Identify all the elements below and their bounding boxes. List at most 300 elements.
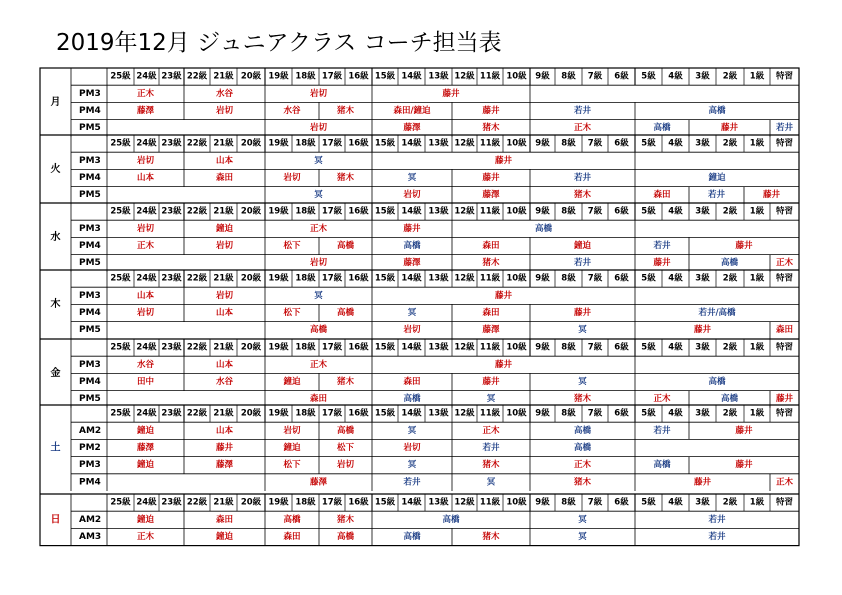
coach-assignment: 岩切 bbox=[215, 241, 234, 251]
coach-assignment: 松下 bbox=[283, 460, 301, 471]
grade-header: 14級 bbox=[401, 71, 422, 82]
slot-label: PM3 bbox=[79, 460, 101, 471]
slot-label: PM3 bbox=[79, 359, 101, 370]
coach-assignment: 若井 bbox=[708, 532, 726, 542]
grade-header: 24級 bbox=[136, 342, 157, 353]
grade-header: 7級 bbox=[587, 342, 603, 353]
grade-header: 12級 bbox=[454, 71, 475, 82]
grade-header: 特習 bbox=[775, 273, 794, 284]
coach-assignment: 高橋 bbox=[653, 123, 671, 134]
slot-label: PM4 bbox=[79, 477, 101, 488]
coach-assignment: 岩切 bbox=[403, 190, 421, 201]
coach-assignment: 冥 bbox=[486, 477, 496, 488]
grade-header: 10級 bbox=[506, 342, 527, 353]
slot-label: PM2 bbox=[79, 443, 101, 453]
grade-header: 14級 bbox=[401, 408, 422, 419]
grade-header: 8級 bbox=[561, 273, 576, 284]
grade-header: 23級 bbox=[161, 273, 182, 284]
grade-header: 16級 bbox=[348, 342, 369, 353]
day-label: 火 bbox=[50, 163, 61, 175]
coach-assignment: 藤井 bbox=[482, 377, 500, 387]
coach-assignment: 高橋 bbox=[336, 532, 355, 542]
coach-assignment: 高橋 bbox=[573, 425, 592, 436]
coach-assignment: 藤井 bbox=[775, 394, 794, 405]
grade-header: 16級 bbox=[348, 408, 369, 419]
slot-label: PM3 bbox=[79, 290, 101, 301]
grade-header: 5級 bbox=[641, 273, 656, 284]
grade-header: 17級 bbox=[321, 206, 343, 217]
coach-assignment: 藤井 bbox=[720, 123, 739, 134]
coach-assignment: 冥 bbox=[407, 425, 417, 436]
grade-header: 13級 bbox=[428, 408, 449, 419]
grade-header: 25級 bbox=[110, 408, 131, 419]
coach-assignment: 冥 bbox=[407, 308, 417, 318]
coach-assignment: 正木 bbox=[309, 359, 328, 370]
grade-header: 19級 bbox=[268, 408, 289, 419]
grade-header: 4級 bbox=[668, 408, 683, 419]
coach-assignment: 若井 bbox=[573, 106, 592, 116]
grade-header: 4級 bbox=[668, 342, 683, 353]
day-label: 水 bbox=[50, 231, 61, 243]
grade-header: 18級 bbox=[295, 71, 316, 82]
grade-header: 12級 bbox=[454, 273, 475, 284]
grade-header: 20級 bbox=[240, 497, 262, 508]
coach-assignment: 岩切 bbox=[215, 106, 234, 116]
slot-label: PM5 bbox=[79, 258, 101, 269]
grade-header: 13級 bbox=[428, 342, 449, 353]
coach-assignment: 藤澤 bbox=[403, 123, 421, 134]
grade-header: 9級 bbox=[535, 497, 550, 508]
grade-header: 21級 bbox=[213, 206, 234, 217]
grade-header: 22級 bbox=[186, 273, 208, 284]
coach-assignment: 田中 bbox=[136, 377, 155, 387]
grade-header: 21級 bbox=[213, 342, 234, 353]
grade-header: 15級 bbox=[374, 71, 396, 82]
grade-header: 4級 bbox=[668, 273, 683, 284]
grade-header: 5級 bbox=[641, 342, 656, 353]
coach-assignment: 高橋 bbox=[336, 425, 355, 436]
coach-assignment: 正木 bbox=[573, 123, 592, 134]
grade-header: 13級 bbox=[428, 206, 449, 217]
grade-header: 20級 bbox=[240, 408, 262, 419]
grade-header: 14級 bbox=[401, 138, 422, 149]
grade-header: 12級 bbox=[454, 206, 475, 217]
grade-header: 14級 bbox=[401, 206, 422, 217]
coach-assignment: 冥 bbox=[407, 460, 417, 471]
grade-header: 8級 bbox=[561, 408, 576, 419]
coach-assignment: 冥 bbox=[578, 325, 587, 336]
coach-assignment: 高橋 bbox=[720, 394, 739, 405]
grade-header: 23級 bbox=[161, 408, 182, 419]
coach-assignment: 猪木 bbox=[336, 106, 355, 116]
grade-header: 3級 bbox=[695, 408, 710, 419]
grade-header: 22級 bbox=[186, 71, 208, 82]
coach-assignment: 松下 bbox=[283, 241, 301, 251]
coach-assignment: 高橋 bbox=[403, 394, 421, 405]
coach-assignment: 若井 bbox=[573, 258, 592, 269]
coach-assignment: 森田 bbox=[215, 173, 234, 183]
grade-header: 3級 bbox=[695, 273, 710, 284]
grade-header: 17級 bbox=[321, 497, 343, 508]
grade-header: 22級 bbox=[186, 408, 208, 419]
coach-assignment: 猪木 bbox=[336, 173, 355, 183]
grade-header: 19級 bbox=[268, 342, 289, 353]
grade-header: 7級 bbox=[587, 408, 603, 419]
coach-assignment: 藤井 bbox=[215, 443, 234, 453]
coach-assignment: 藤井 bbox=[494, 290, 513, 301]
grade-header: 23級 bbox=[161, 71, 182, 82]
grade-header: 12級 bbox=[454, 497, 475, 508]
coach-assignment: 冥 bbox=[407, 173, 417, 183]
coach-assignment: 森田 bbox=[283, 532, 301, 542]
coach-assignment: 藤澤 bbox=[403, 258, 421, 269]
grade-header: 6級 bbox=[614, 138, 629, 149]
grade-header: 16級 bbox=[348, 206, 369, 217]
coach-assignment: 藤井 bbox=[693, 477, 712, 488]
grade-header: 13級 bbox=[428, 497, 449, 508]
coach-assignment: 冥 bbox=[314, 155, 323, 166]
grade-header: 14級 bbox=[401, 273, 422, 284]
coach-assignment: 藤澤 bbox=[482, 325, 500, 336]
grade-header: 25級 bbox=[110, 138, 131, 149]
grade-header: 18級 bbox=[295, 342, 316, 353]
coach-assignment: 鐘迫 bbox=[708, 173, 726, 183]
slot-label: PM3 bbox=[79, 88, 101, 99]
grade-header: 24級 bbox=[136, 206, 157, 217]
grade-header: 19級 bbox=[268, 497, 289, 508]
slot-label: AM2 bbox=[79, 425, 102, 436]
coach-assignment: 若井/高橋 bbox=[698, 308, 736, 318]
grade-header: 2級 bbox=[722, 206, 738, 217]
coach-assignment: 猪木 bbox=[573, 477, 592, 488]
coach-assignment: 鐘迫 bbox=[573, 241, 592, 251]
coach-assignment: 鐘迫 bbox=[136, 425, 155, 436]
coach-assignment: 藤井 bbox=[735, 241, 753, 251]
coach-assignment: 森田 bbox=[215, 514, 234, 525]
coach-assignment: 正木 bbox=[653, 394, 671, 405]
coach-assignment: 岩切 bbox=[309, 123, 328, 134]
coach-assignment: 藤井 bbox=[442, 88, 460, 99]
grade-header: 15級 bbox=[374, 408, 396, 419]
grade-header: 19級 bbox=[268, 273, 289, 284]
grade-header: 10級 bbox=[506, 138, 527, 149]
grade-header: 13級 bbox=[428, 71, 449, 82]
grade-header: 21級 bbox=[213, 71, 234, 82]
grade-header: 22級 bbox=[186, 342, 208, 353]
day-label: 日 bbox=[50, 514, 61, 526]
grade-header: 1級 bbox=[749, 342, 765, 353]
grade-header: 1級 bbox=[749, 497, 765, 508]
coach-assignment: 藤井 bbox=[735, 460, 753, 471]
coach-assignment: 猪木 bbox=[482, 460, 500, 471]
grade-header: 18級 bbox=[295, 408, 316, 419]
grade-header: 5級 bbox=[641, 206, 656, 217]
grade-header: 2級 bbox=[722, 342, 738, 353]
grade-header: 9級 bbox=[535, 206, 550, 217]
grade-header: 11級 bbox=[479, 138, 501, 149]
grade-header: 12級 bbox=[454, 408, 475, 419]
grade-header: 17級 bbox=[321, 342, 343, 353]
grade-header: 7級 bbox=[587, 273, 603, 284]
coach-assignment: 高橋 bbox=[720, 258, 739, 269]
coach-assignment: 若井 bbox=[775, 123, 794, 134]
slot-label: AM2 bbox=[79, 514, 102, 525]
coach-assignment: 森田 bbox=[403, 377, 421, 387]
grade-header: 6級 bbox=[614, 273, 629, 284]
grade-header: 11級 bbox=[479, 408, 501, 419]
coach-assignment: 高橋 bbox=[653, 460, 671, 471]
coach-assignment: 岩切 bbox=[336, 460, 355, 471]
grade-header: 1級 bbox=[749, 71, 765, 82]
coach-assignment: 藤澤 bbox=[136, 443, 155, 453]
grade-header: 5級 bbox=[641, 408, 656, 419]
day-label: 月 bbox=[50, 96, 61, 108]
grade-header: 20級 bbox=[240, 71, 262, 82]
coach-assignment: 鐘迫 bbox=[215, 532, 234, 542]
coach-assignment: 鐘迫 bbox=[283, 377, 301, 387]
grade-header: 1級 bbox=[749, 273, 765, 284]
coach-assignment: 高橋 bbox=[336, 308, 355, 318]
coach-assignment: 猪木 bbox=[336, 377, 355, 387]
grade-header: 7級 bbox=[587, 206, 603, 217]
coach-assignment: 高橋 bbox=[403, 241, 421, 251]
coach-assignment: 高橋 bbox=[336, 241, 355, 251]
grade-header: 20級 bbox=[240, 342, 262, 353]
coach-assignment: 高橋 bbox=[573, 443, 592, 453]
coach-assignment: 山本 bbox=[136, 290, 155, 301]
coach-assignment: 藤澤 bbox=[136, 106, 155, 116]
coach-assignment: 岩切 bbox=[283, 425, 301, 436]
grade-header: 10級 bbox=[506, 408, 527, 419]
grade-header: 9級 bbox=[535, 273, 550, 284]
coach-assignment: 猪木 bbox=[482, 258, 500, 269]
grade-header: 12級 bbox=[454, 138, 475, 149]
grade-header: 6級 bbox=[614, 497, 629, 508]
day-label: 木 bbox=[50, 298, 61, 310]
grade-header: 20級 bbox=[240, 138, 262, 149]
coach-assignment: 冥 bbox=[314, 290, 323, 301]
grade-header: 18級 bbox=[295, 273, 316, 284]
coach-assignment: 冥 bbox=[578, 532, 587, 542]
grade-header: 22級 bbox=[186, 497, 208, 508]
coach-assignment: 高橋 bbox=[708, 106, 726, 116]
grade-header: 8級 bbox=[561, 497, 576, 508]
coach-assignment: 冥 bbox=[578, 514, 587, 525]
grade-header: 9級 bbox=[535, 342, 550, 353]
grade-header: 2級 bbox=[722, 71, 738, 82]
grade-header: 1級 bbox=[749, 206, 765, 217]
coach-assignment: 鐘迫 bbox=[136, 460, 155, 471]
grade-header: 23級 bbox=[161, 138, 182, 149]
coach-assignment: 藤井 bbox=[735, 425, 753, 436]
coach-assignment: 岩切 bbox=[403, 325, 421, 336]
slot-label: PM5 bbox=[79, 123, 101, 134]
coach-assignment: 森田 bbox=[482, 241, 500, 251]
grade-header: 5級 bbox=[641, 497, 656, 508]
coach-assignment: 岩切 bbox=[309, 88, 328, 99]
slot-label: PM5 bbox=[79, 394, 101, 405]
grade-header: 6級 bbox=[614, 71, 629, 82]
coach-assignment: 藤井 bbox=[693, 325, 712, 336]
grade-header: 8級 bbox=[561, 138, 576, 149]
grade-header: 15級 bbox=[374, 342, 396, 353]
grade-header: 2級 bbox=[722, 408, 738, 419]
coach-assignment: 山本 bbox=[215, 359, 234, 370]
coach-assignment: 猪木 bbox=[573, 394, 592, 405]
grade-header: 20級 bbox=[240, 206, 262, 217]
coach-assignment: 岩切 bbox=[309, 258, 328, 269]
grade-header: 25級 bbox=[110, 497, 131, 508]
grade-header: 15級 bbox=[374, 206, 396, 217]
coach-assignment: 藤井 bbox=[494, 359, 513, 370]
grade-header: 24級 bbox=[136, 71, 157, 82]
grade-header: 3級 bbox=[695, 138, 710, 149]
grade-header: 10級 bbox=[506, 206, 527, 217]
coach-assignment: 岩切 bbox=[136, 155, 155, 166]
grade-header: 13級 bbox=[428, 138, 449, 149]
coach-assignment: 水谷 bbox=[283, 106, 301, 116]
page-title: 2019年12月 ジュニアクラス コーチ担当表 bbox=[56, 30, 502, 56]
grade-header: 8級 bbox=[561, 342, 576, 353]
coach-assignment: 山本 bbox=[215, 308, 234, 318]
grade-header: 10級 bbox=[506, 71, 527, 82]
grade-header: 3級 bbox=[695, 71, 710, 82]
grade-header: 4級 bbox=[668, 206, 683, 217]
grade-header: 25級 bbox=[110, 273, 131, 284]
coach-assignment: 岩切 bbox=[403, 443, 421, 453]
grade-header: 16級 bbox=[348, 71, 369, 82]
coach-assignment: 正木 bbox=[136, 532, 155, 542]
grade-header: 3級 bbox=[695, 497, 710, 508]
grade-header: 特習 bbox=[775, 408, 794, 419]
grade-header: 20級 bbox=[240, 273, 262, 284]
grade-header: 24級 bbox=[136, 138, 157, 149]
grade-header: 9級 bbox=[535, 138, 550, 149]
coach-assignment: 藤井 bbox=[403, 223, 421, 234]
grade-header: 25級 bbox=[110, 342, 131, 353]
coach-assignment: 岩切 bbox=[136, 223, 155, 234]
coach-assignment: 正木 bbox=[136, 241, 155, 251]
grade-header: 10級 bbox=[506, 273, 527, 284]
grade-header: 特習 bbox=[775, 71, 794, 82]
coach-assignment: 山本 bbox=[215, 425, 234, 436]
grade-header: 4級 bbox=[668, 71, 683, 82]
grade-header: 11級 bbox=[479, 342, 501, 353]
grade-header: 特習 bbox=[775, 138, 794, 149]
grade-header: 7級 bbox=[587, 71, 603, 82]
grade-header: 8級 bbox=[561, 206, 576, 217]
coach-assignment: 水谷 bbox=[215, 88, 234, 99]
grade-header: 1級 bbox=[749, 408, 765, 419]
grade-header: 9級 bbox=[535, 71, 550, 82]
grade-header: 1級 bbox=[749, 138, 765, 149]
coach-assignment: 冥 bbox=[314, 190, 323, 201]
coach-assignment: 藤井 bbox=[482, 106, 500, 116]
grade-header: 22級 bbox=[186, 138, 208, 149]
coach-assignment: 冥 bbox=[486, 394, 496, 405]
coach-assignment: 正木 bbox=[775, 477, 794, 488]
grade-header: 特習 bbox=[775, 206, 794, 217]
grade-header: 21級 bbox=[213, 273, 234, 284]
grade-header: 19級 bbox=[268, 206, 289, 217]
coach-assignment: 水谷 bbox=[215, 377, 234, 387]
grade-header: 18級 bbox=[295, 206, 316, 217]
coach-assignment: 若井 bbox=[573, 173, 592, 183]
grade-header: 11級 bbox=[479, 71, 501, 82]
coach-assignment: 高橋 bbox=[403, 532, 421, 542]
coach-assignment: 高橋 bbox=[309, 325, 328, 336]
grade-header: 18級 bbox=[295, 497, 316, 508]
coach-assignment: 山本 bbox=[136, 173, 155, 183]
coach-assignment: 若井 bbox=[482, 443, 500, 453]
coach-assignment: 正木 bbox=[482, 425, 500, 436]
coach-assignment: 高橋 bbox=[534, 223, 553, 234]
grade-header: 24級 bbox=[136, 408, 157, 419]
coach-assignment: 猪木 bbox=[482, 123, 500, 134]
coach-assignment: 松下 bbox=[336, 443, 355, 453]
grade-header: 9級 bbox=[535, 408, 550, 419]
coach-assignment: 若井 bbox=[403, 477, 421, 488]
coach-assignment: 猪木 bbox=[573, 190, 592, 201]
coach-assignment: 猪木 bbox=[482, 532, 500, 542]
grade-header: 23級 bbox=[161, 342, 182, 353]
grade-header: 4級 bbox=[668, 497, 683, 508]
grade-header: 18級 bbox=[295, 138, 316, 149]
coach-assignment: 冥 bbox=[578, 377, 587, 387]
grade-header: 特習 bbox=[775, 342, 794, 353]
grade-header: 12級 bbox=[454, 342, 475, 353]
coach-assignment: 正木 bbox=[573, 460, 592, 471]
coach-assignment: 正木 bbox=[309, 223, 328, 234]
coach-assignment: 鐘迫 bbox=[283, 443, 301, 453]
grade-header: 2級 bbox=[722, 273, 738, 284]
coach-assignment: 水谷 bbox=[136, 359, 155, 370]
grade-header: 16級 bbox=[348, 273, 369, 284]
grade-header: 19級 bbox=[268, 138, 289, 149]
grade-header: 5級 bbox=[641, 138, 656, 149]
coach-assignment: 若井 bbox=[653, 241, 671, 251]
grade-header: 16級 bbox=[348, 138, 369, 149]
day-label: 土 bbox=[50, 442, 61, 454]
grade-header: 23級 bbox=[161, 497, 182, 508]
coach-assignment: 正木 bbox=[775, 258, 794, 269]
grade-header: 6級 bbox=[614, 206, 629, 217]
coach-assignment: 岩切 bbox=[215, 290, 234, 301]
grade-header: 22級 bbox=[186, 206, 208, 217]
grade-header: 11級 bbox=[479, 497, 501, 508]
slot-label: PM3 bbox=[79, 155, 101, 166]
slot-label: AM3 bbox=[79, 532, 102, 542]
grade-header: 7級 bbox=[587, 497, 603, 508]
grade-header: 16級 bbox=[348, 497, 369, 508]
grade-header: 17級 bbox=[321, 71, 343, 82]
grade-header: 2級 bbox=[722, 138, 738, 149]
slot-label: PM4 bbox=[79, 308, 101, 318]
coach-assignment: 藤井 bbox=[494, 155, 513, 166]
grade-header: 24級 bbox=[136, 497, 157, 508]
grade-header: 25級 bbox=[110, 206, 131, 217]
coach-assignment: 藤井 bbox=[653, 258, 671, 269]
grade-header: 15級 bbox=[374, 138, 396, 149]
grade-header: 19級 bbox=[268, 71, 289, 82]
grade-header: 15級 bbox=[374, 497, 396, 508]
slot-label: PM4 bbox=[79, 173, 101, 183]
coach-assignment: 若井 bbox=[708, 514, 726, 525]
coach-assignment: 高橋 bbox=[708, 377, 726, 387]
slot-label: PM5 bbox=[79, 325, 101, 336]
coach-assignment: 藤澤 bbox=[482, 190, 500, 201]
coach-assignment: 藤井 bbox=[573, 308, 592, 318]
